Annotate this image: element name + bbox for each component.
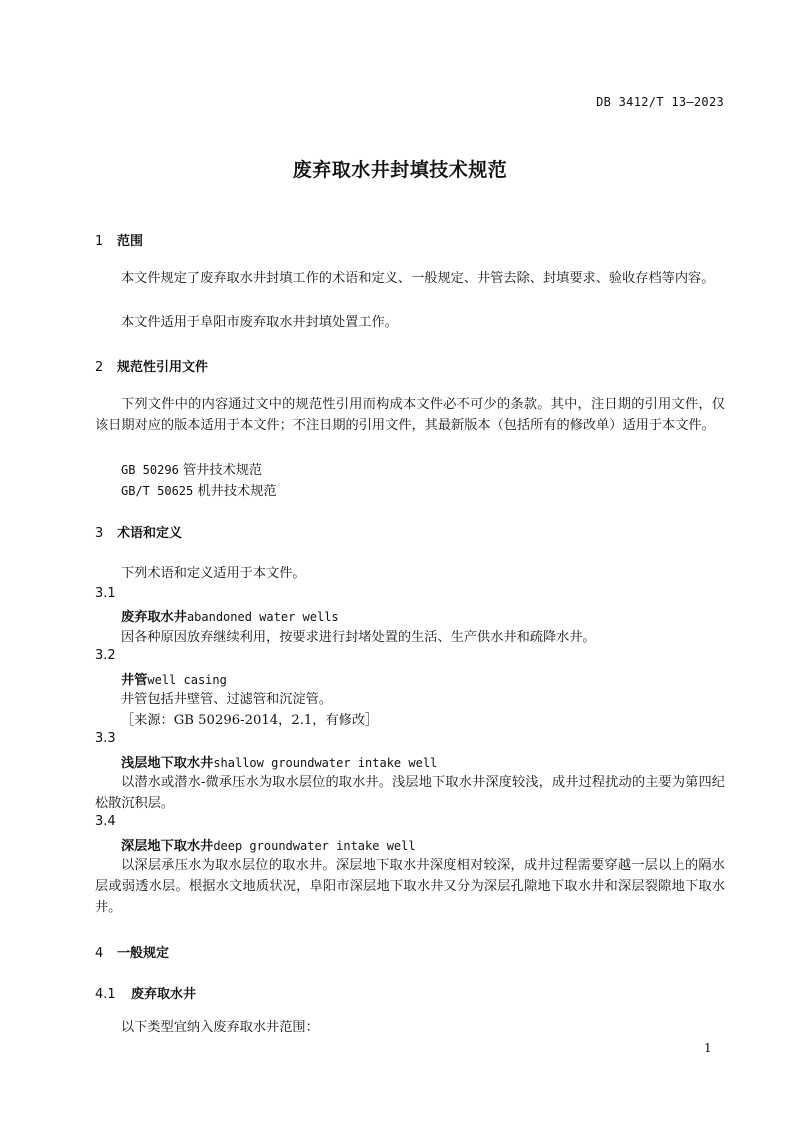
term-english: shallow groundwater intake well: [213, 756, 438, 770]
term-definition: 井管包括井壁管、过滤管和沉淀管。: [121, 692, 332, 707]
section-title: 规范性引用文件: [117, 360, 209, 375]
reference-code: GB 50296: [121, 463, 179, 477]
term-number: 3.2: [95, 648, 116, 663]
subsection-number: 4.1: [95, 987, 116, 1002]
term-heading: [121, 752, 437, 771]
section-1-heading: [95, 230, 143, 249]
section-title: 范围: [117, 234, 144, 249]
subsection-title: 废弃取水井: [131, 987, 197, 1002]
term-number: 3.4: [95, 814, 116, 829]
term-heading: [121, 835, 416, 854]
section-4-heading: [95, 942, 169, 961]
term-number: 3.3: [95, 731, 116, 746]
reference-item: [121, 480, 277, 499]
subsection-4-1-heading: [95, 983, 196, 1002]
section-title: 一般规定: [117, 946, 170, 961]
term-source: ［来源：GB 50296-2014，2.1，有修改］: [121, 713, 379, 728]
term-heading: [121, 669, 227, 688]
term-definition: 以潜水或潜水-微承压水为取水层位的取水井。浅层地下取水井深度较浅，成井过程扰动的主要为第四纪松散沉积层。: [95, 775, 725, 811]
term-number: 3.1: [95, 586, 116, 601]
section-number: 1: [95, 234, 104, 249]
section-number: 2: [95, 360, 104, 375]
reference-name: 管井技术规范: [183, 463, 263, 478]
section-3-heading: [95, 522, 182, 541]
term-definition: 因各种原因放弃继续利用，按要求进行封堵处置的生活、生产供水井和疏降水井。: [121, 630, 596, 645]
section-title: 术语和定义: [117, 526, 183, 541]
reference-name: 机井技术规范: [197, 484, 277, 499]
term-english: well casing: [147, 673, 227, 687]
term-english: deep groundwater intake well: [213, 839, 416, 853]
subsection-4-1-paragraph: 以下类型宜纳入废弃取水井范围：: [121, 1020, 319, 1035]
section-1-paragraph-1: 本文件规定了废弃取水井封填工作的术语和定义、一般规定、井管去除、封填要求、验收存档等内容。: [121, 271, 715, 286]
document-code: DB 3412/T 13—2023: [596, 95, 724, 109]
term-chinese: 井管: [121, 673, 148, 688]
term-definition: 以深层承压水为取水层位的取水井。深层地下取水井深度相对较深，成井过程需要穿越一层以上的隔水层或弱透水层。根据水文地质状况，阜阳市深层地下取水井又分为深层孔隙地下取水井和深层裂隙地下取水井。: [95, 858, 725, 915]
document-title: 废弃取水井封填技术规范: [292, 159, 508, 181]
section-2-heading: [95, 356, 208, 375]
reference-item: [121, 459, 262, 478]
reference-code: GB/T 50625: [121, 484, 194, 498]
section-1-paragraph-2: 本文件适用于阜阳市废弃取水井封填处置工作。: [121, 315, 398, 330]
term-english: abandoned water wells: [186, 610, 339, 624]
term-chinese: 深层地下取水井: [121, 839, 214, 854]
page-number: 1: [704, 1041, 712, 1055]
section-number: 3: [95, 526, 104, 541]
term-chinese: 废弃取水井: [121, 610, 187, 625]
term-heading: [121, 606, 339, 625]
section-number: 4: [95, 946, 104, 961]
term-chinese: 浅层地下取水井: [121, 756, 214, 771]
section-3-intro: 下列术语和定义适用于本文件。: [121, 566, 306, 581]
section-2-paragraph-1: 下列文件中的内容通过文中的规范性引用而构成本文件必不可少的条款。其中，注日期的引用文件，仅该日期对应的版本适用于本文件；不注日期的引用文件，其最新版本（包括所有的修改单）适用于本文件。: [95, 397, 725, 433]
